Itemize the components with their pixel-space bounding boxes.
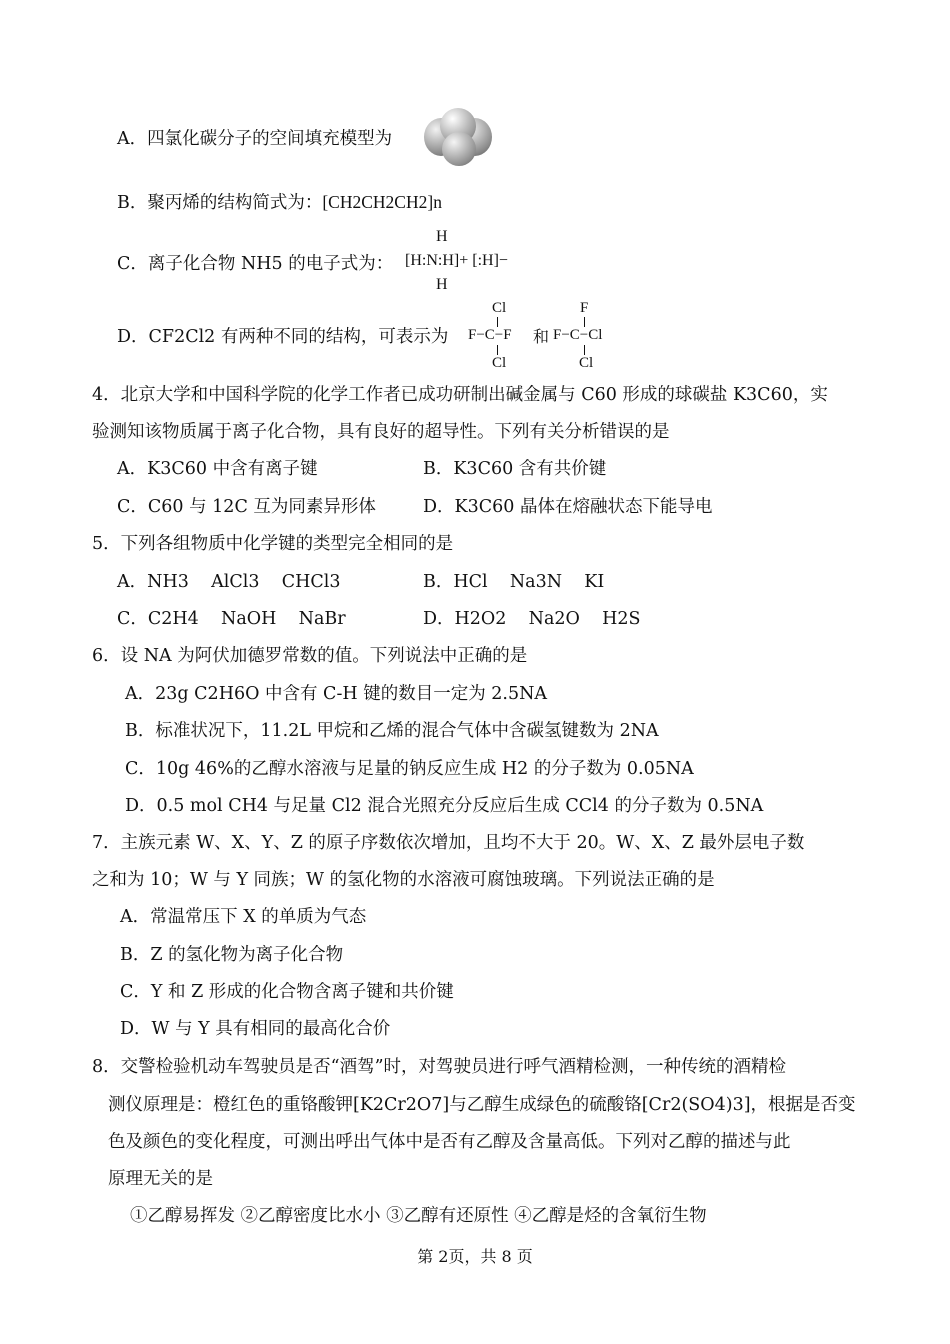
q6-option-c: C．10g 46%的乙醇水溶液与足量的钠反应生成 H2 的分子数为 0.05NA bbox=[125, 759, 694, 779]
bond-line bbox=[584, 345, 585, 355]
q4-option-b: B．K3C60 含有共价键 bbox=[423, 459, 607, 479]
bond-line bbox=[497, 317, 498, 327]
cf2cl2-structure-1: Cl F−C−F Cl bbox=[468, 300, 512, 371]
bond-line bbox=[497, 345, 498, 355]
q8-items: ①乙醇易挥发 ②乙醇密度比水小 ③乙醇有还原性 ④乙醇是烃的含氧衍生物 bbox=[130, 1206, 707, 1226]
q6-option-a: A．23g C2H6O 中含有 C-H 键的数目一定为 2.5NA bbox=[125, 684, 548, 704]
q5-option-b: B．HCl Na3N KI bbox=[423, 572, 605, 592]
bond-line bbox=[584, 317, 585, 327]
q4-stem-line1: 4．北京大学和中国科学院的化学工作者已成功研制出碱金属与 C60 形成的球碳盐 K3C60，实 bbox=[92, 385, 828, 405]
q8-stem-line2: 测仪原理是：橙红色的重铬酸钾[K2Cr2O7]与乙醇生成绿色的硫酸铬[Cr2(SO4)3]，根据是否变 bbox=[108, 1095, 856, 1115]
q3-option-b: B．聚丙烯的结构简式为：[CH2CH2CH2]n bbox=[117, 192, 442, 213]
and-word: 和 bbox=[533, 327, 550, 346]
q5-option-a: A．NH3 AlCl3 CHCl3 bbox=[117, 572, 341, 592]
q6-option-b: B．标准状况下，11.2L 甲烷和乙烯的混合气体中含碳氢键数为 2NA bbox=[125, 721, 659, 741]
q5-option-c: C．C2H4 NaOH NaBr bbox=[117, 609, 346, 629]
q4-option-d: D．K3C60 晶体在熔融状态下能导电 bbox=[423, 497, 713, 517]
q7-option-d: D．W 与 Y 具有相同的最高化合价 bbox=[120, 1019, 391, 1039]
page-footer: 第 2页，共 8 页 bbox=[417, 1247, 533, 1266]
q6-stem: 6．设 NA 为阿伏加德罗常数的值。下列说法中正确的是 bbox=[92, 646, 528, 666]
ccl4-space-filling-model bbox=[420, 108, 496, 168]
q7-option-b: B．Z 的氢化物为离子化合物 bbox=[120, 945, 344, 965]
q7-stem-line1: 7．主族元素 W、X、Y、Z 的原子序数依次增加，且均不大于 20。W、X、Z 最外层电子数 bbox=[92, 833, 805, 853]
q7-option-c: C．Y 和 Z 形成的化合物含离子键和共价键 bbox=[120, 982, 454, 1002]
q5-option-d: D．H2O2 Na2O H2S bbox=[423, 609, 641, 629]
q8-stem-line1: 8．交警检验机动车驾驶员是否“酒驾”时，对驾驶员进行呼气酒精检测，一种传统的酒精检 bbox=[92, 1057, 787, 1077]
q3-option-a: A．四氯化碳分子的空间填充模型为 bbox=[117, 129, 393, 149]
q4-option-a: A．K3C60 中含有离子键 bbox=[117, 459, 318, 479]
cf2cl2-structure-2: F F−C−Cl Cl bbox=[553, 300, 603, 371]
q8-stem-line3: 色及颜色的变化程度，可测出呼出气体中是否有乙醇及含量高低。下列对乙醇的描述与此 bbox=[108, 1132, 791, 1152]
q7-option-a: A．常温常压下 X 的单质为气态 bbox=[120, 907, 367, 927]
q4-stem-line2: 验测知该物质属于离子化合物，具有良好的超导性。下列有关分析错误的是 bbox=[92, 422, 670, 442]
q6-option-d: D．0.5 mol CH4 与足量 Cl2 混合光照充分反应后生成 CCl4 的分子数为 0.5NA bbox=[125, 796, 764, 816]
nh5-electron-formula: H [H:N:H]+ [:H]− H bbox=[405, 228, 508, 293]
q3-option-d: D．CF2Cl2 有两种不同的结构，可表示为 bbox=[117, 327, 449, 347]
polypropylene-formula: [CH2CH2CH2]n bbox=[322, 192, 442, 212]
q8-stem-line4: 原理无关的是 bbox=[108, 1169, 213, 1189]
q3-option-c: C．离子化合物 NH5 的电子式为： bbox=[117, 254, 394, 274]
q4-option-c: C．C60 与 12C 互为同素异形体 bbox=[117, 497, 376, 517]
q5-stem: 5．下列各组物质中化学键的类型完全相同的是 bbox=[92, 534, 454, 554]
q7-stem-line2: 之和为 10；W 与 Y 同族；W 的氢化物的水溶液可腐蚀玻璃。下列说法正确的是 bbox=[92, 870, 715, 890]
